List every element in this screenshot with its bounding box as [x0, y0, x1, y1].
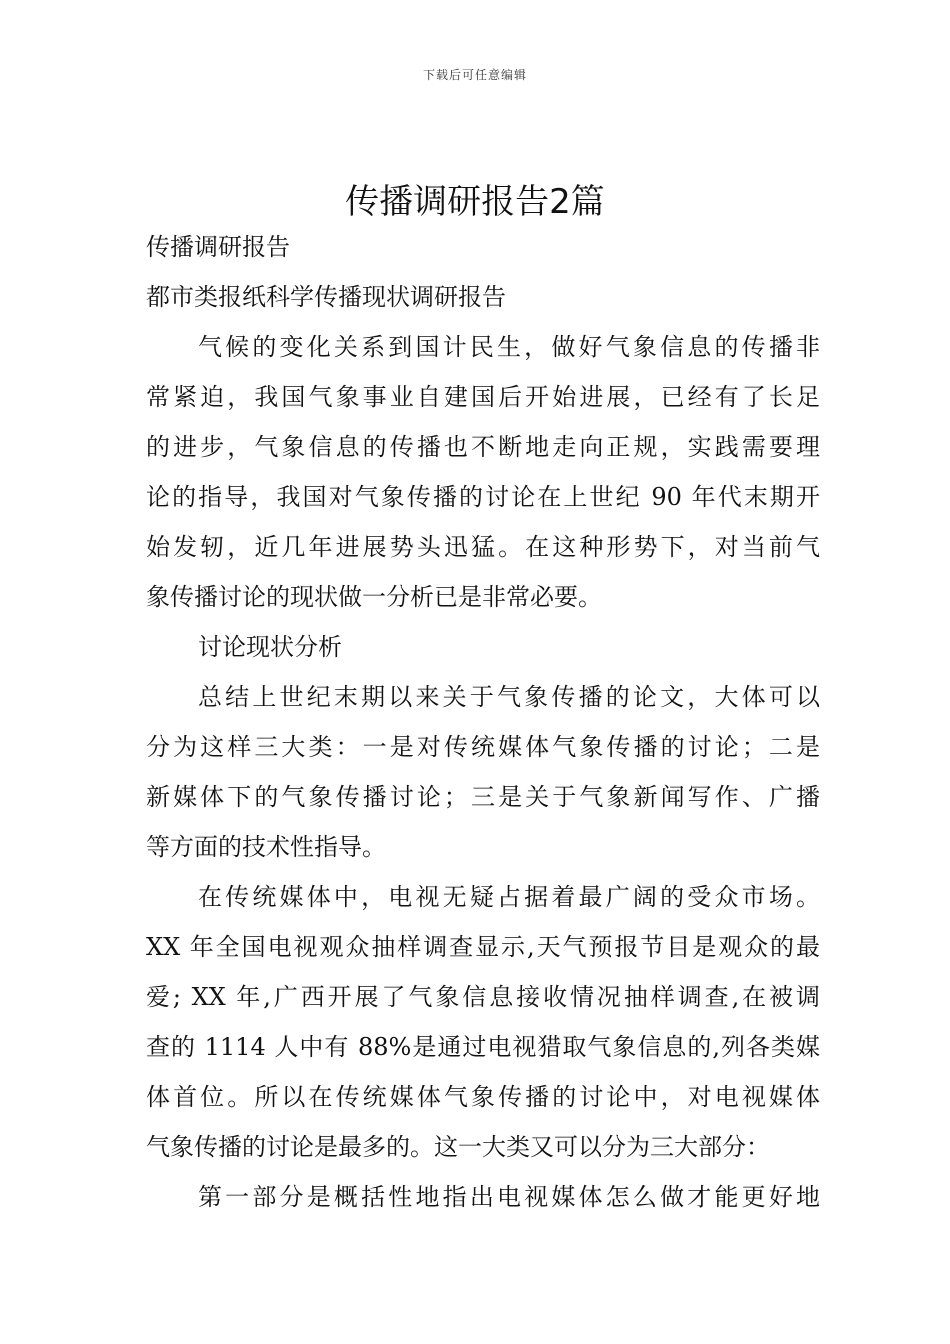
paragraph-line: 在传统媒体中，电视无疑占据着最广阔的受众市场。 [198, 883, 820, 911]
paragraph-line: 新媒体下的气象传播讨论；三是关于气象新闻写作、广播 [146, 783, 820, 811]
paragraph-line: 象传播讨论的现状做一分析已是非常必要。 [146, 583, 602, 611]
paragraph-line: 气象传播的讨论是最多的。这一大类又可以分为三大部分： [146, 1133, 770, 1161]
paragraph-line: 论的指导，我国对气象传播的讨论在上世纪 90 年代末期开 [146, 483, 820, 511]
report-title: 都市类报纸科学传播现状调研报告 [146, 283, 506, 311]
paragraph-line: XX 年全国电视观众抽样调查显示,天气预报节目是观众的最 [146, 933, 820, 961]
page-header-note: 下载后可任意编辑 [422, 68, 527, 82]
paragraph-line: 分为这样三大类：一是对传统媒体气象传播的讨论；二是 [146, 733, 820, 761]
paragraph-categories [146, 672, 820, 872]
paragraph-part-one [146, 1172, 820, 1222]
paragraph-line: 的进步，气象信息的传播也不断地走向正规，实践需要理 [146, 433, 820, 461]
paragraph-line: 查的 1114 人中有 88%是通过电视猎取气象信息的,列各类媒 [146, 1033, 820, 1061]
document-body [146, 222, 820, 1222]
paragraph-line: 爱; XX 年,广西开展了气象信息接收情况抽样调查,在被调 [146, 983, 820, 1011]
paragraph-television [146, 872, 820, 1172]
paragraph-line: 常紧迫，我国气象事业自建国后开始进展，已经有了长足 [146, 383, 820, 411]
paragraph-line: 等方面的技术性指导。 [146, 833, 386, 861]
paragraph-line: 第一部分是概括性地指出电视媒体怎么做才能更好地 [198, 1183, 820, 1211]
section-heading: 讨论现状分析 [198, 633, 342, 661]
paragraph-intro [146, 322, 820, 622]
subtitle: 传播调研报告 [146, 233, 290, 261]
document-title: 传播调研报告2篇 [345, 182, 605, 222]
paragraph-line: 始发轫，近几年进展势头迅猛。在这种形势下，对当前气 [146, 533, 820, 561]
paragraph-line: 体首位。所以在传统媒体气象传播的讨论中，对电视媒体 [146, 1083, 820, 1111]
paragraph-line: 气候的变化关系到国计民生，做好气象信息的传播非 [198, 333, 820, 361]
paragraph-line: 总结上世纪末期以来关于气象传播的论文，大体可以 [198, 683, 820, 711]
